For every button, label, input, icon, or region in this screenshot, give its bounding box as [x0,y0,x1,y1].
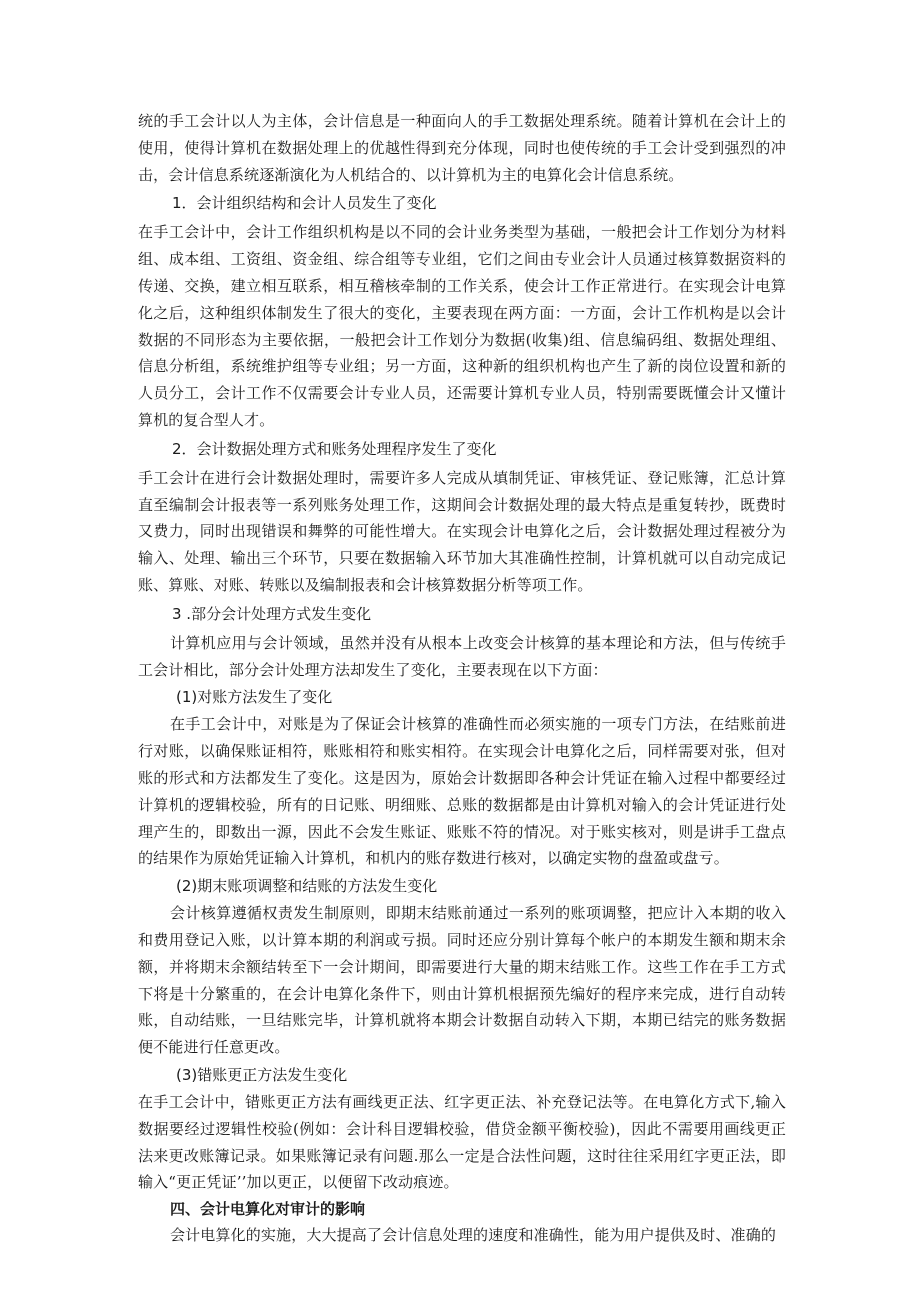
body-paragraph: 在手工会计中，对账是为了保证会计核算的准确性而必须实施的一项专门方法，在结账前进行对账，以确保账证相符，账账相符和账实相符。在实现会计电算化之后，同样需要对张，但对账的形式和方法都发生了变化。这是因为，原始会计数据即各种会计凭证在输入过程中都要经过计算机的逻辑校验，所有的日记账、明细账、总账的数据都是由计算机对输入的会计凭证进行处理产生的，即数出一源，因此不会发生账证、账账不符的情况。对于账实核对，则是讲手工盘点的结果作为原始凭证输入计算机，和机内的账存数进行核对，以确定实物的盘盈或盘亏。 [138,715,786,868]
subheading-1: (1)对账方法发生了变化 [176,688,333,707]
subheading-3: (3)错账更正方法发生变化 [176,1065,348,1084]
body-paragraph: 在手工会计中，会计工作组织机构是以不同的会计业务类型为基础，一般把会计工作划分为材料组、成本组、工资组、资金组、综合组等专业组，它们之间由专业会计人员通过核算数据资料的传递、交换，建立相互联系，相互稽核牵制的工作关系，使会计工作正常进行。在实现会计电算化之后，这种组织体制发生了很大的变化，主要表现在两方面：一方面，会计工作机构是以会计数据的不同形态为主要依据，一般把会计工作划分为数据(收集)组、信息编码组、数据处理组、信息分析组，系统维护组等专业组；另一方面，这种新的组织机构也产生了新的岗位设置和新的人员分工，会计工作不仅需要会计专业人员，还需要计算机专业人员，特别需要既懂会计又懂计算机的复合型人才。 [138,223,786,429]
subheading-2: (2)期末账项调整和结账的方法发生变化 [176,877,438,896]
heading-3: 3 .部分会计处理方式发生变化 [172,604,372,623]
section-title: 四、会计电算化对审计的影响 [170,1200,366,1219]
body-paragraph: 会计核算遵循权责发生制原则，即期末结账前通过一系列的账项调整，把应计入本期的收入和费用登记入账，以计算本期的利润或亏损。同时还应分别计算每个帐户的本期发生额和期末余额，并将期末余额结转至下一会计期间，即需要进行大量的期末结账工作。这些工作在手工方式下将是十分繁重的，在会计电算化条件下，则由计算机根据预先编好的程序来完成，进行自动转账，自动结账，一旦结账完毕，计算机就将本期会计数据自动转入下期，本期已结完的账务数据便不能进行任意更改。 [138,904,786,1057]
heading-1: 1．会计组织结构和会计人员发生了变化 [172,194,437,213]
body-paragraph: 在手工会计中，错账更正方法有画线更正法、红字更正法、补充登记法等。在电算化方式下,输入数据要经过逻辑性校验(例如：会计科目逻辑校验，借贷金额平衡校验)，因此不需要用画线更正法来更改账簿记录。如果账簿记录有问题.那么一定是合法性问题，这时往往采用红字更正法，即输入“更正凭证’’加以更正，以便留下改动痕迹。 [138,1092,786,1192]
body-paragraph: 统的手工会计以人为主体，会计信息是一种面向人的手工数据处理系统。随着计算机在会计上的使用，使得计算机在数据处理上的优越性得到充分体现，同时也使传统的手工会计受到强烈的冲击，会计信息系统逐渐演化为人机结合的、以计算机为主的电算化会计信息系统。 [138,112,786,184]
body-paragraph: 计算机应用与会计领域，虽然并没有从根本上改变会计核算的基本理论和方法，但与传统手工会计相比，部分会计处理方法却发生了变化，主要表现在以下方面： [138,633,786,679]
body-paragraph: 手工会计在进行会计数据处理时，需要许多人完成从填制凭证、审核凭证、登记账簿，汇总计算直至编制会计报表等一系列账务处理工作，这期间会计数据处理的最大特点是重复转抄，既费时又费力，同时出现错误和舞弊的可能性增大。在实现会计电算化之后，会计数据处理过程被分为输入、处理、输出三个环节，只要在数据输入环节加大其准确性控制，计算机就可以自动完成记账、算账、对账、转账以及编制报表和会计核算数据分析等项工作。 [138,468,786,594]
body-paragraph: 会计电算化的实施，大大提高了会计信息处理的速度和准确性，能为用户提供及时、准确的 [170,1226,777,1245]
heading-2: 2．会计数据处理方式和账务处理程序发生了变化 [172,439,497,458]
document-body [138,108,786,1249]
